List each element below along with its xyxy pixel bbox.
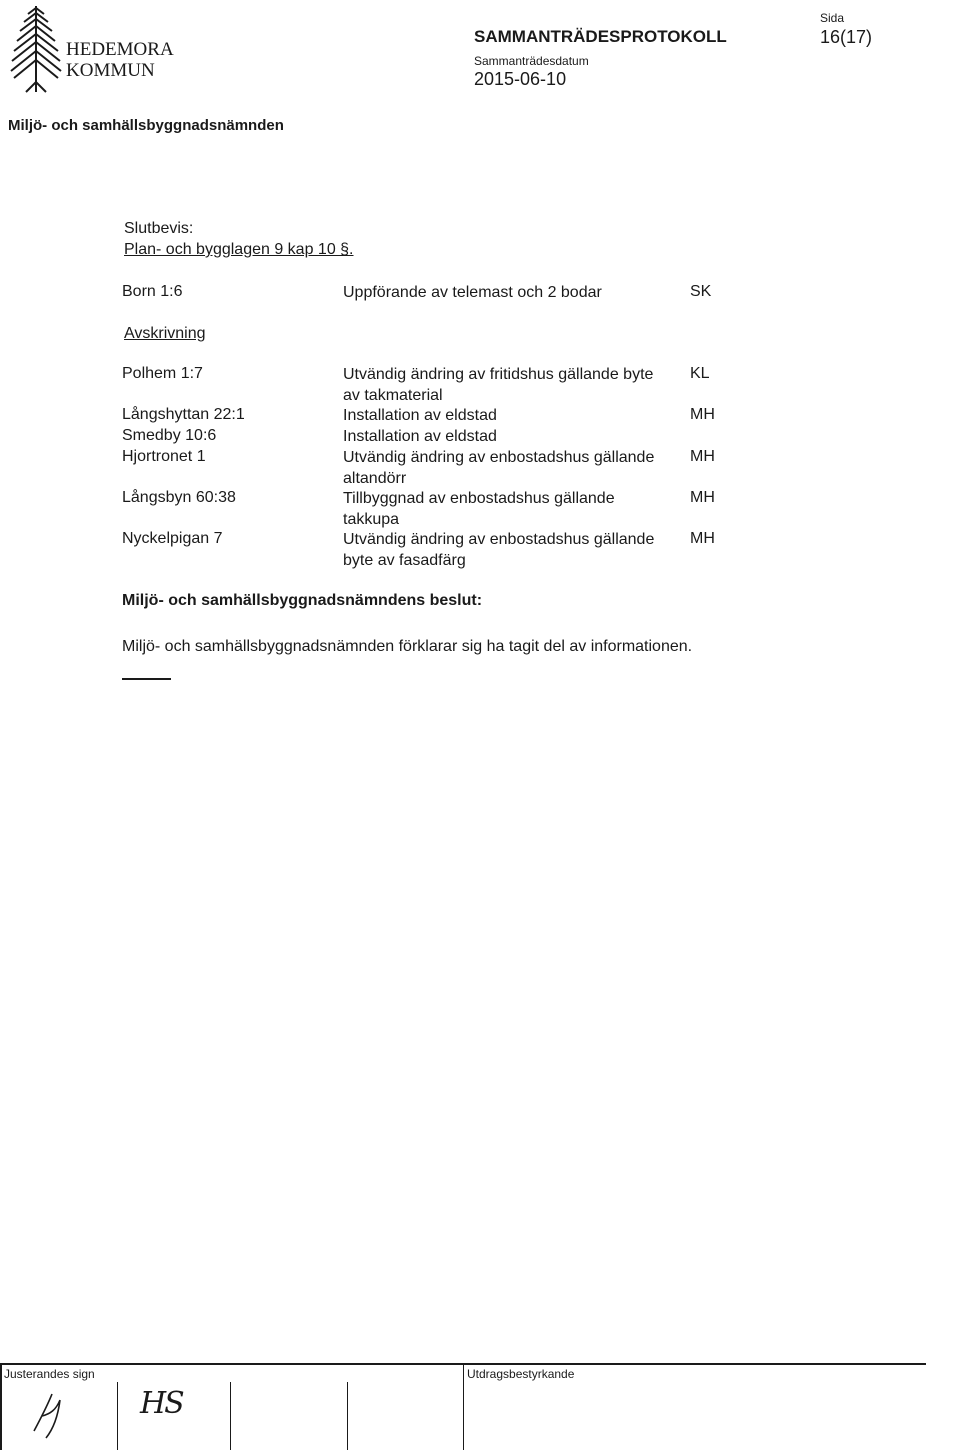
case-description: Utvändig ändring av enbostadshus gällande altandörr (343, 449, 655, 487)
officer-code: MH (690, 406, 715, 423)
property-name: Smedby 10:6 (122, 427, 217, 444)
logo-name-line2: KOMMUN (66, 60, 155, 81)
officer-code: KL (690, 365, 710, 382)
decision-text: Miljö- och samhällsbyggnadsnämnden förklarar sig ha tagit del av informationen. (122, 638, 693, 655)
officer-code: MH (690, 448, 715, 465)
signature-divider (117, 1382, 118, 1450)
property-name: Långsbyn 60:38 (122, 489, 236, 506)
extract-certification-label: Utdragsbestyrkande (467, 1367, 575, 1381)
page-number: 16(17) (820, 27, 873, 47)
officer-code: MH (690, 530, 715, 547)
extract-divider (463, 1363, 464, 1450)
committee-name: Miljö- och samhällsbyggnadsnämnden (8, 117, 284, 134)
case-description: Tillbyggnad av enbostadshus gällande takkupa (343, 490, 615, 528)
avskrivning-label: Avskrivning (124, 325, 206, 342)
meeting-date: 2015-06-10 (474, 69, 567, 89)
date-label: Sammanträdesdatum (474, 54, 589, 68)
officer-code: SK (690, 283, 712, 300)
property-name: Långshyttan 22:1 (122, 406, 245, 423)
handwritten-signature-initials: HS (140, 1386, 183, 1421)
property-name: Nyckelpigan 7 (122, 530, 223, 547)
signature-label: Justerandes sign (4, 1367, 95, 1381)
case-description: Utvändig ändring av enbostadshus gällande byte av fasadfärg (343, 531, 655, 569)
page-label: Sida (820, 11, 845, 25)
spruce-tree-icon (8, 4, 64, 94)
case-description: Installation av eldstad (343, 407, 497, 424)
signature-divider (230, 1382, 231, 1450)
property-name: Hjortronet 1 (122, 448, 206, 465)
property-name: Polhem 1:7 (122, 365, 203, 382)
law-reference: Plan- och bygglagen 9 kap 10 §. (124, 241, 354, 258)
decision-heading: Miljö- och samhällsbyggnadsnämndens beslut: (122, 592, 483, 609)
property-name: Born 1:6 (122, 283, 183, 300)
section-divider (122, 678, 171, 680)
case-description: Utvändig ändring av fritidshus gällande byte av takmaterial (343, 366, 654, 404)
case-description: Installation av eldstad (343, 428, 497, 445)
handwritten-signature (28, 1386, 88, 1441)
signature-divider (347, 1382, 348, 1450)
document-type: SAMMANTRÄDESPROTOKOLL (474, 27, 727, 46)
case-description: Uppförande av telemast och 2 bodar (343, 284, 602, 301)
slutbevis-label: Slutbevis: (124, 220, 194, 237)
footer-left-edge (0, 1363, 2, 1450)
municipality-logo (8, 4, 188, 92)
logo-name-line1: HEDEMORA (66, 39, 174, 60)
officer-code: MH (690, 489, 715, 506)
